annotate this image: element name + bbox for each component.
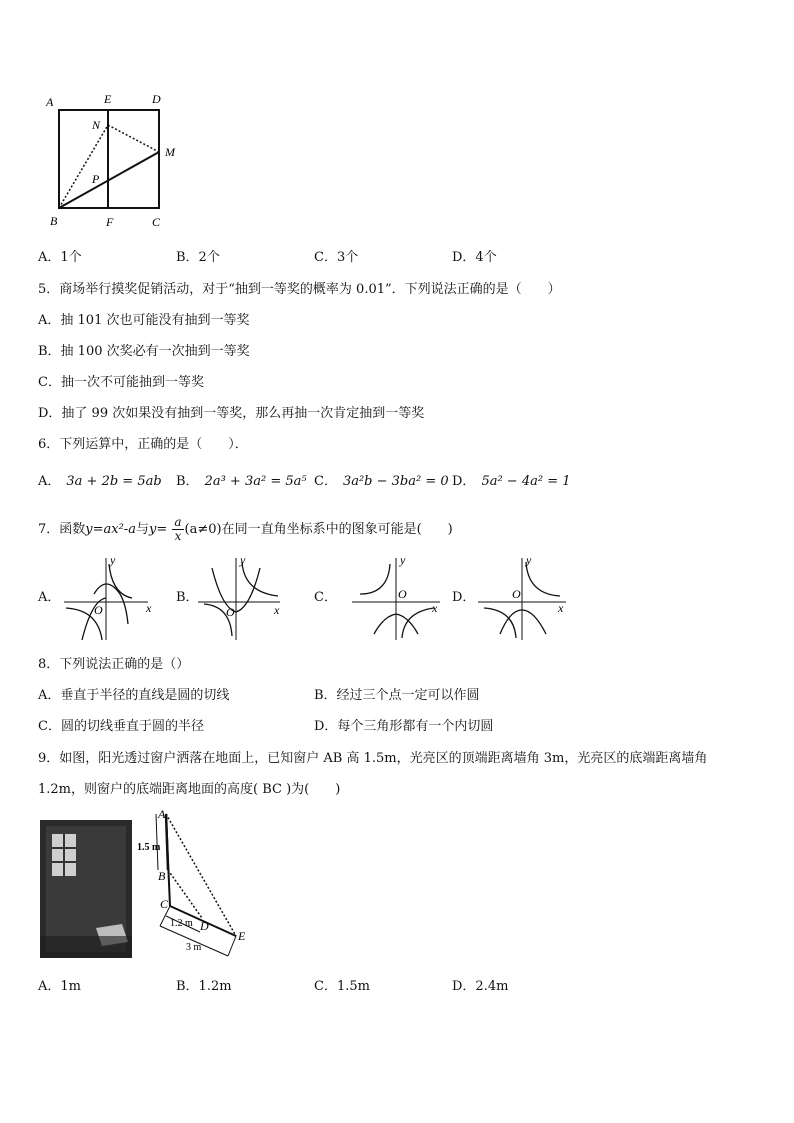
q7-stem-e: (a≠0)在同一直角坐标系中的图象可能是( )	[184, 522, 453, 537]
q7-option-d-label: D．	[452, 590, 476, 605]
q7-stem-a: 7．函数	[38, 522, 86, 537]
q8-option-b: B．经过三个点一定可以作圆	[314, 688, 480, 703]
label-n: N	[92, 118, 101, 132]
q9-label-b: B	[158, 869, 166, 883]
q9-dist2-label: 3 m	[186, 942, 202, 953]
q4-option-d: D．4个	[452, 250, 497, 265]
segment-nm	[108, 125, 159, 152]
q7-a-axis-x: x	[146, 601, 152, 615]
q5-option-b: B．抽 100 次奖必有一次抽到一等奖	[38, 344, 250, 359]
q7-c-origin: O	[398, 587, 407, 601]
window-light-icon	[40, 820, 132, 958]
q7-option-a-label: A．	[38, 590, 61, 605]
q8-option-c: C．圆的切线垂直于圆的半径	[38, 719, 204, 734]
q9-option-d: D．2.4m	[452, 979, 509, 994]
q9-label-a: A	[158, 808, 166, 821]
q9-height-label: 1.5 m	[137, 842, 161, 853]
q7-frac-num: a	[174, 515, 182, 529]
q6-option-b-letter: B．	[176, 474, 199, 489]
q7-d-axis-y: y	[526, 554, 532, 567]
q7-option-b-label: B．	[176, 590, 199, 605]
q6-option-b	[176, 474, 307, 490]
label-b: B	[50, 214, 58, 228]
label-c: C	[152, 215, 161, 229]
q4-option-b: B．2个	[176, 250, 220, 265]
q7-stem-d: y=	[148, 522, 168, 537]
q7-fraction	[172, 516, 183, 543]
q4-option-a: A．1个	[38, 250, 82, 265]
q7-stem-c: 与	[135, 522, 149, 537]
q6-option-a	[38, 474, 162, 490]
q9-option-a: A．1m	[38, 979, 81, 994]
q7-b-origin: O	[226, 605, 235, 619]
q7-graph-a	[62, 554, 158, 642]
q9-window-photo	[40, 820, 132, 958]
q8-option-d: D．每个三角形都有一个内切圆	[314, 719, 494, 734]
q7-quadratic: y=ax²-a	[85, 522, 136, 537]
q6-option-d	[452, 474, 571, 490]
q7-graph-b	[196, 554, 292, 642]
q7-a-origin: O	[94, 603, 103, 617]
q4-figure	[44, 90, 194, 230]
q7-a-axis-y: y	[110, 554, 116, 567]
q6-stem: 6．下列运算中，正确的是（ ）．	[38, 437, 248, 452]
q4-option-c: C．3个	[314, 250, 359, 265]
q7-d-axis-x: x	[558, 601, 564, 615]
q6-option-a-letter: A．	[38, 474, 61, 489]
q9-label-c: C	[160, 897, 169, 911]
q6-option-c-expr: 3a²b − 3ba² = 0	[342, 474, 449, 489]
q9-dist1-label: 1.2 m	[170, 918, 193, 929]
label-a: A	[46, 95, 54, 109]
q5-option-d: D．抽了 99 次如果没有抽到一等奖，那么再抽一次肯定抽到一等奖	[38, 406, 425, 421]
q6-option-b-expr: 2a³ + 3a² = 5a⁵	[204, 474, 307, 489]
q7-frac-den: x	[174, 529, 182, 543]
q8-stem: 8．下列说法正确的是（）	[38, 657, 190, 672]
ray-bd	[168, 870, 202, 918]
segment-bn	[59, 125, 108, 208]
q5-option-c: C．抽一次不可能抽到一等奖	[38, 375, 204, 390]
q6-option-c	[314, 474, 449, 490]
q7-graph-c	[350, 554, 446, 642]
label-d: D	[152, 92, 161, 106]
q9-label-e: E	[238, 929, 246, 943]
q5-stem: 5．商场举行摸奖促销活动，对于“抽到一等奖的概率为 0.01”．下列说法正确的是（ ）	[38, 282, 561, 297]
q6-option-c-letter: C．	[314, 474, 337, 489]
q9-option-c: C．1.5m	[314, 979, 370, 994]
q9-label-d: D	[200, 919, 209, 933]
q6-option-d-letter: D．	[452, 474, 476, 489]
q9-figure	[136, 808, 256, 968]
q7-d-origin: O	[512, 587, 521, 601]
label-e: E	[104, 92, 112, 106]
q7-graph-d	[476, 554, 572, 642]
q5-option-a: A．抽 101 次也可能没有抽到一等奖	[38, 313, 250, 328]
q9-stem-line1: 9．如图，阳光透过窗户洒落在地面上，已知窗户 AB 高 1.5m，光亮区的顶端距离墙角 3m，光亮区的底端距离墙角	[38, 751, 708, 766]
label-p: P	[92, 172, 100, 186]
q6-option-a-expr: 3a + 2b = 5ab	[66, 474, 162, 489]
q6-option-d-expr: 5a² − 4a² = 1	[481, 474, 571, 489]
q7-option-c-label: C．	[314, 590, 337, 605]
label-m: M	[165, 145, 175, 159]
q7-stem	[38, 516, 453, 543]
label-f: F	[106, 215, 114, 229]
q7-b-axis-y: y	[240, 554, 246, 567]
q7-b-axis-x: x	[274, 603, 280, 617]
q7-c-axis-y: y	[400, 554, 406, 567]
q7-c-axis-x: x	[432, 601, 438, 615]
q9-stem-line2: 1.2m，则窗户的底端距离地面的高度( BC )为( )	[38, 782, 341, 797]
window-ab	[166, 814, 168, 870]
q8-option-a: A．垂直于半径的直线是圆的切线	[38, 688, 230, 703]
q9-option-b: B．1.2m	[176, 979, 232, 994]
